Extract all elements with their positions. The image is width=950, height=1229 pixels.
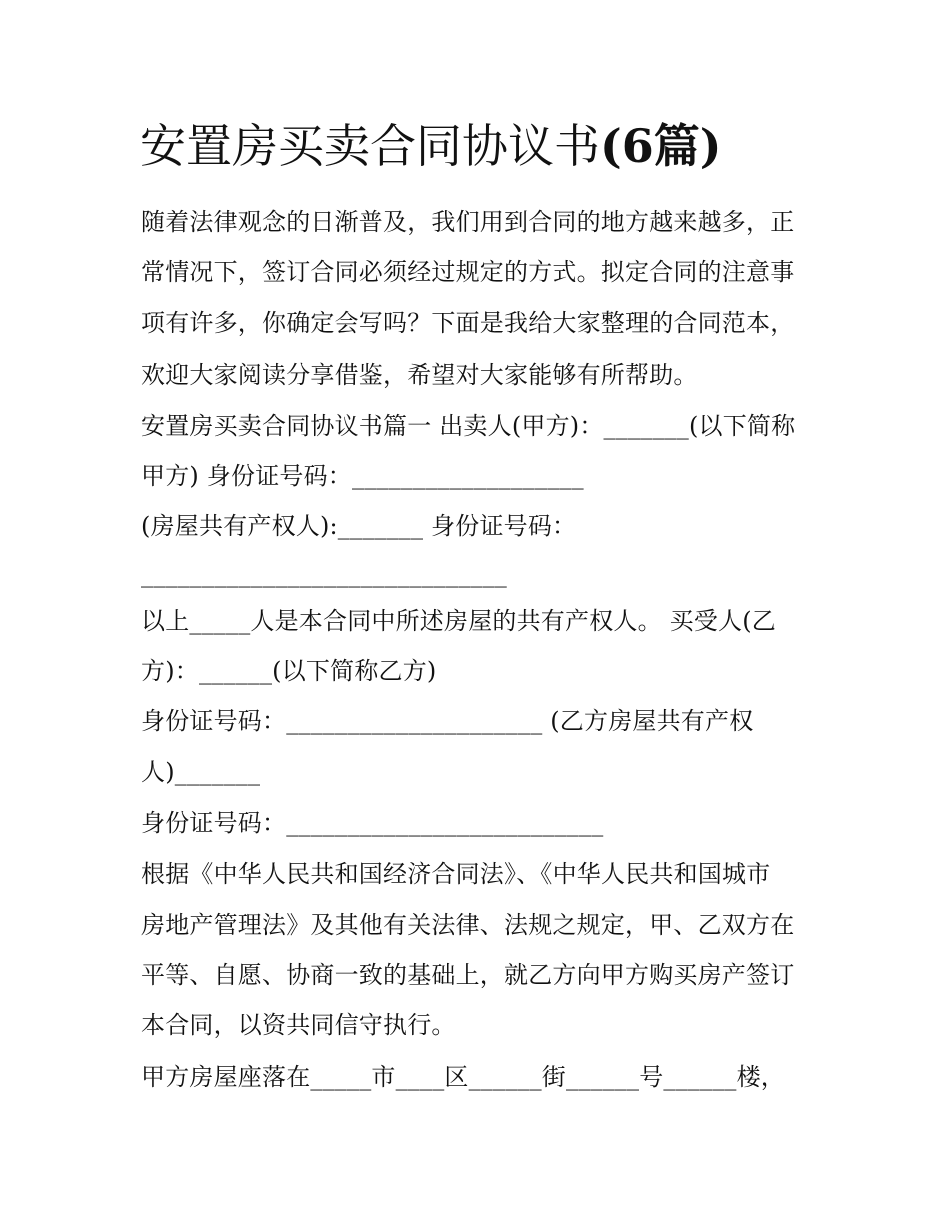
document-title <box>140 112 840 180</box>
body-line: 方)：______(以下简称乙方) <box>141 657 437 685</box>
body-line: 安置房买卖合同协议书篇一 出卖人(甲方)：_______(以下简称 <box>141 412 796 440</box>
body-line: 以上_____人是本合同中所述房屋的共有产权人。 买受人(乙 <box>141 607 776 635</box>
title-main: 安置房买卖合同协议书 <box>140 119 600 173</box>
body-line: 项有许多，你确定会写吗？下面是我给大家整理的合同范本， <box>141 309 795 337</box>
body-line: 房地产管理法》及其他有关法律、法规之规定，甲、乙双方在 <box>141 911 795 939</box>
title-suffix: (6篇) <box>600 119 722 173</box>
body-line: 欢迎大家阅读分享借鉴，希望对大家能够有所帮助。 <box>141 361 698 389</box>
body-line: 随着法律观念的日渐普及，我们用到合同的地方越来越多，正 <box>141 208 795 236</box>
body-line: 常情况下，签订合同必须经过规定的方式。拟定合同的注意事 <box>141 258 795 286</box>
body-line: 甲方房屋座落在_____市____区______街______号______楼， <box>141 1063 785 1091</box>
body-line: 平等、自愿、协商一致的基础上，就乙方向甲方购买房产签订 <box>141 961 795 989</box>
body-line: 甲方) 身份证号码：___________________ <box>141 462 584 490</box>
body-line: 身份证号码：__________________________ <box>141 809 604 837</box>
body-line: 人)_______ <box>141 758 261 786</box>
body-line: ______________________________ <box>141 560 507 588</box>
body-line: 本合同，以资共同信守执行。 <box>141 1011 456 1039</box>
body-line: (房屋共有产权人):_______ 身份证号码： <box>141 512 577 540</box>
body-line: 身份证号码：_____________________ (乙方房屋共有产权 <box>141 707 754 735</box>
body-line: 根据《中华人民共和国经济合同法》、《中华人民共和国城市 <box>141 860 771 888</box>
